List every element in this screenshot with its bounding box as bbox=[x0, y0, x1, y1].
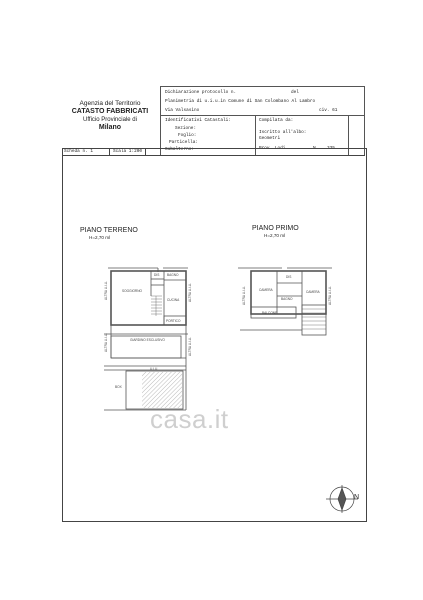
room-soggiorno: SOGGIORNO bbox=[122, 289, 143, 293]
north-label: N bbox=[354, 494, 360, 501]
province-label: Prov. Lodi bbox=[259, 146, 286, 151]
subalterno-label: Subalterno: bbox=[165, 147, 194, 152]
label-altra-uiu-2: ALTRA U.I.U. bbox=[188, 283, 192, 302]
sezione-label: Sezione: bbox=[175, 126, 197, 131]
agency-city: Milano bbox=[98, 124, 122, 131]
label-altra-uiu-4: ALTRA U.I.U. bbox=[188, 337, 192, 356]
room-camera-1: CAMERA bbox=[259, 288, 273, 292]
scheda-label: Scheda n. 1 bbox=[64, 148, 93, 154]
agency-office: Ufficio Provinciale di bbox=[83, 117, 137, 123]
scale-label: Scala 1:200 bbox=[113, 148, 142, 154]
label-altra-uiu-3: ALTRA U.I.U. bbox=[104, 333, 108, 352]
room-cucina: CUCINA bbox=[167, 298, 180, 302]
watermark: casa.it bbox=[150, 404, 229, 434]
label-altra-uiu-1: ALTRA U.I.U. bbox=[104, 281, 108, 300]
room-balcone: BALCONE bbox=[262, 311, 278, 315]
iscritto-label: Iscritto all'albo: bbox=[259, 130, 307, 135]
del-label: del bbox=[291, 90, 299, 95]
first-floor-height: H=2,70 ml bbox=[264, 233, 286, 238]
ground-floor-title: PIANO TERRENO bbox=[80, 227, 138, 234]
first-floor-plan bbox=[238, 268, 332, 335]
room-camera-2: CAMERA bbox=[306, 290, 320, 294]
foglio-label: Foglio: bbox=[178, 133, 197, 138]
particella-label: Particella: bbox=[169, 140, 198, 145]
civic-label: civ. 61 bbox=[319, 108, 338, 113]
room-giardino: GIARDINO ESCLUSIVO bbox=[130, 338, 165, 342]
dichiarazione-label: Dichiarazione protocollo n. bbox=[165, 90, 237, 95]
identificativi-label: Identificativi Catastali: bbox=[165, 118, 231, 123]
label-altra-uiu-first-2: ALTRA U.I.U. bbox=[328, 286, 332, 305]
room-portico: PORTICO bbox=[166, 319, 181, 323]
room-dis-ground: DIS bbox=[154, 273, 160, 277]
ground-floor-height: H=2,70 ml bbox=[89, 235, 111, 240]
agency-catasto: CATASTO FABBRICATI bbox=[71, 108, 149, 115]
agency-name: Agenzia del Territorio bbox=[79, 100, 141, 107]
room-bagno-first: BAGNO bbox=[281, 297, 293, 301]
label-uiu: U.I.U. bbox=[150, 367, 159, 371]
first-floor-title: PIANO PRIMO bbox=[252, 225, 299, 232]
room-dis-first: DIS bbox=[286, 275, 292, 279]
compilata-label: Compilata da: bbox=[259, 118, 294, 123]
number-label: N. bbox=[313, 146, 319, 151]
address-label: Via Valsasino bbox=[165, 108, 200, 113]
number-value: 335 bbox=[327, 146, 335, 151]
planimetria-label: Planimetria di u.i.u.in Comune di San Colombano Al Lambro bbox=[165, 99, 316, 104]
label-altra-uiu-first-1: ALTRA U.I.U. bbox=[242, 286, 246, 305]
iscritto-value: Geometri bbox=[259, 136, 281, 141]
room-box: BOX bbox=[115, 385, 122, 389]
room-bagno-ground: BAGNO bbox=[167, 273, 179, 277]
